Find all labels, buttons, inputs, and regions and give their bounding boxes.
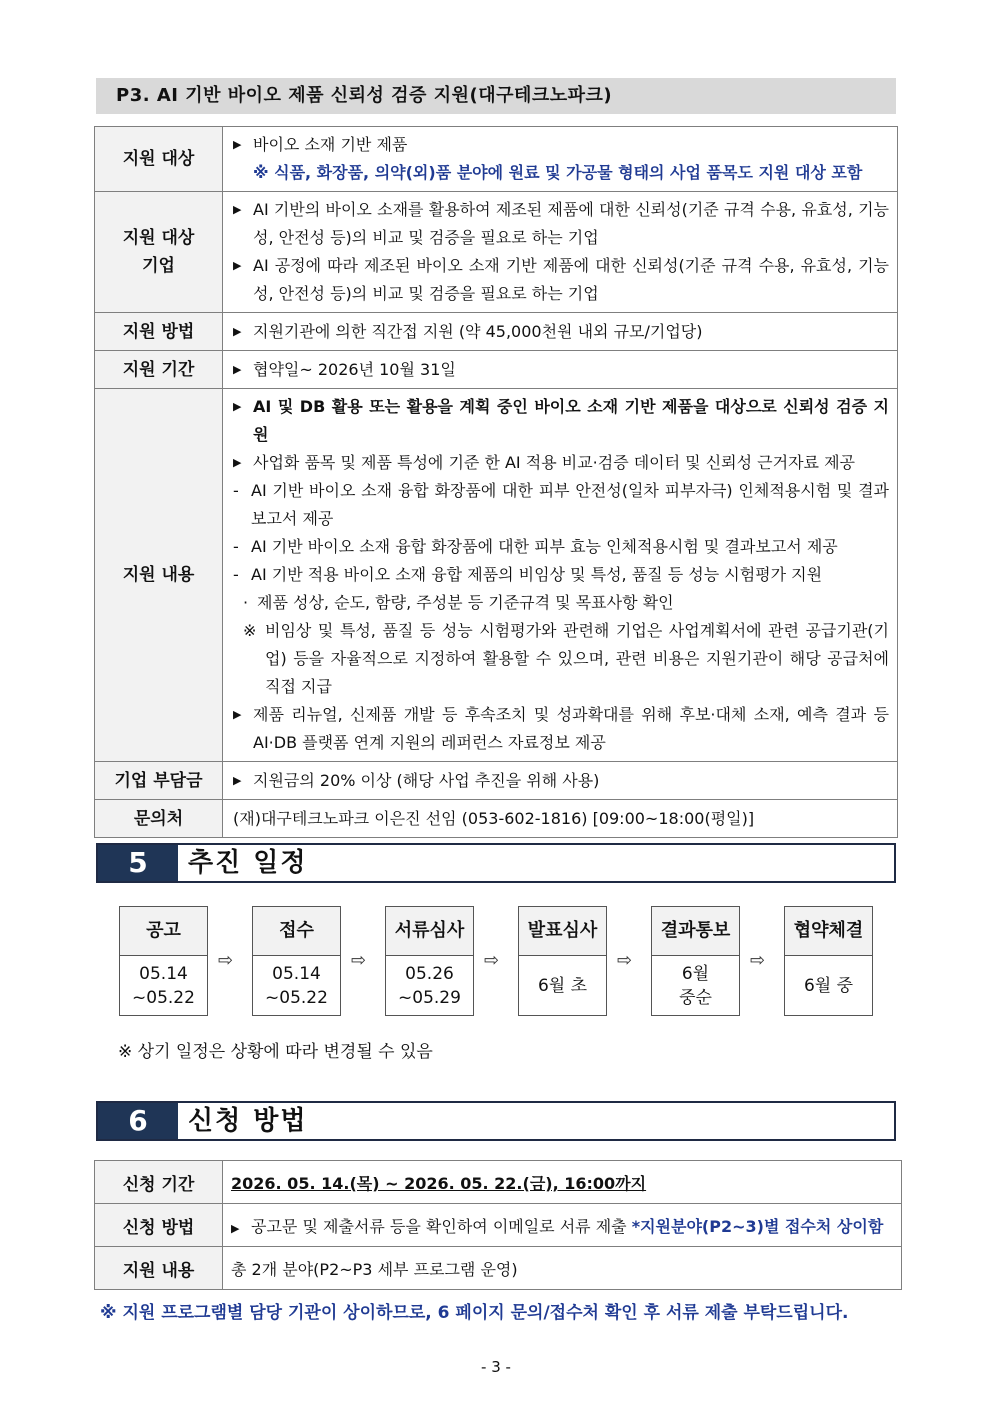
arrow-right-icon: ⇨ xyxy=(218,950,234,971)
row-content xyxy=(223,389,898,762)
row-label-line: 지원 대상 xyxy=(122,228,195,248)
p3-info-table xyxy=(94,126,898,838)
bullet-icon: ▶ xyxy=(233,324,242,338)
row-content: (재)대구테크노파크 이은진 선임 (053-602-1816) [09:00~18:00(평일)] xyxy=(223,800,898,838)
step-name: 접수 xyxy=(253,907,340,956)
arrow-right-icon: ⇨ xyxy=(484,950,500,971)
step-date: 6월 중 xyxy=(803,976,854,996)
step-name: 협약체결 xyxy=(785,907,872,956)
table-row xyxy=(95,1161,902,1204)
table-row xyxy=(95,1204,902,1247)
dot-marker: · xyxy=(243,593,249,612)
row-label-line: 기업 xyxy=(142,256,175,276)
application-table xyxy=(94,1160,902,1290)
row-content xyxy=(223,1161,902,1204)
section-title: 추진 일정 xyxy=(188,848,308,878)
step-date: 05.14 ~05.22 xyxy=(132,964,195,1008)
list-item: AI 기반 바이오 소재 융합 화장품에 대한 피부 효능 인체적용시험 및 결과보고서 제공 xyxy=(251,537,838,556)
list-item: AI 및 DB 활용 또는 활용을 계획 중인 바이오 소재 기반 제품을 대상으로 신뢰성 검증 지원 xyxy=(253,397,889,444)
step-date: 05.14 ~05.22 xyxy=(265,964,328,1008)
step-name: 발표심사 xyxy=(519,907,606,956)
list-item: AI 기반의 바이오 소재를 활용하여 제조된 제품에 대한 신뢰성(기준 규격 수용, 유효성, 기능성, 안전성 등)의 비교 및 검증을 필요로 하는 기업 xyxy=(253,200,889,247)
schedule-step xyxy=(252,906,341,1016)
row-label: 지원 대상 xyxy=(95,127,223,192)
reference-marker: ※ xyxy=(243,621,257,640)
row-label: 지원 기간 xyxy=(95,351,223,389)
list-item: 지원기관에 의한 직간접 지원 (약 45,000천원 내외 규모/기업당) xyxy=(253,321,703,341)
list-item: AI 공정에 따라 제조된 바이오 소재 기반 제품에 대한 신뢰성(기준 규격 수용, 유효성, 기능성, 안전성 등)의 비교 및 검증을 필요로 하는 기업 xyxy=(253,256,889,303)
final-note: ※ 지원 프로그램별 담당 기관이 상이하므로, 6 페이지 문의/접수처 확인 후 서류 제출 부탁드립니다. xyxy=(100,1303,849,1323)
schedule-step xyxy=(784,906,873,1016)
page-number: - 3 - xyxy=(481,1358,511,1376)
row-label: 신청 기간 xyxy=(95,1161,223,1204)
list-item: 제품 성상, 순도, 함량, 주성분 등 기준규격 및 목표사항 확인 xyxy=(257,593,674,612)
table-row xyxy=(95,127,898,192)
list-item: AI 기반 바이오 소재 융합 화장품에 대한 피부 안전성(일차 피부자극) 인체적용시험 및 결과보고서 제공 xyxy=(251,481,889,528)
step-name: 결과통보 xyxy=(652,907,739,956)
row-content xyxy=(223,762,898,800)
bullet-icon: ▶ xyxy=(233,203,242,216)
bullet-icon: ▶ xyxy=(233,259,242,272)
application-period: 2026. 05. 14.(목) ~ 2026. 05. 22.(금), 16:00까지 xyxy=(231,1173,647,1193)
list-item: 협약일~ 2026년 10월 31일 xyxy=(253,359,456,379)
row-label: 기업 부담금 xyxy=(95,762,223,800)
row-label xyxy=(95,192,223,313)
section-header-schedule xyxy=(96,843,896,883)
schedule-note: ※ 상기 일정은 상황에 따라 변경될 수 있음 xyxy=(118,1042,433,1062)
method-highlight: *지원분야(P2~3)별 접수처 상이함 xyxy=(631,1216,884,1236)
row-content xyxy=(223,127,898,192)
table-row xyxy=(95,192,898,313)
table-row xyxy=(95,800,898,838)
step-date: 05.26 ~05.29 xyxy=(398,964,461,1008)
row-label: 지원 내용 xyxy=(95,389,223,762)
arrow-right-icon: ⇨ xyxy=(750,950,766,971)
table-row xyxy=(95,351,898,389)
dash-marker: - xyxy=(233,481,239,500)
section-number: 5 xyxy=(98,845,178,881)
schedule-step xyxy=(518,906,607,1016)
step-name: 서류심사 xyxy=(386,907,473,956)
step-date: 6월 중순 xyxy=(679,964,712,1008)
arrow-right-icon: ⇨ xyxy=(351,950,367,971)
schedule-step xyxy=(651,906,740,1016)
list-item: 바이오 소재 기반 제품 xyxy=(253,135,408,154)
row-label: 신청 방법 xyxy=(95,1204,223,1247)
schedule-step xyxy=(119,906,208,1016)
bullet-icon: ▶ xyxy=(231,1221,240,1235)
method-text: 공고문 및 제출서류 등을 확인하여 이메일로 서류 제출 xyxy=(251,1216,632,1236)
list-item: 사업화 품목 및 제품 특성에 기준 한 AI 적용 비교·검증 데이터 및 신뢰성 근거자료 제공 xyxy=(253,453,856,472)
table-row xyxy=(95,389,898,762)
bullet-icon: ▶ xyxy=(233,400,242,413)
target-note: ※ 식품, 화장품, 의약(외)품 분야에 원료 및 가공물 형태의 사업 품목도 지원 대상 포함 xyxy=(253,163,863,182)
row-content xyxy=(223,351,898,389)
section-header-application xyxy=(96,1101,896,1141)
list-item: 비임상 및 특성, 품질 등 성능 시험평가와 관련해 기업은 사업계획서에 관련 공급기관(기업) 등을 자율적으로 지정하여 활용할 수 있으며, 관련 비용은 지원기관이 해당 공급처에 직접 지급 xyxy=(265,621,889,696)
section-number: 6 xyxy=(98,1103,178,1139)
arrow-right-icon: ⇨ xyxy=(617,950,633,971)
row-label: 지원 방법 xyxy=(95,313,223,351)
section-title: 신청 방법 xyxy=(188,1106,308,1136)
table-row xyxy=(95,313,898,351)
row-label: 문의처 xyxy=(95,800,223,838)
p3-title: P3. AI 기반 바이오 제품 신뢰성 검증 지원(대구테크노파크) xyxy=(96,78,896,114)
bullet-icon: ▶ xyxy=(233,362,242,376)
bullet-icon: ▶ xyxy=(233,773,242,787)
bullet-icon: ▶ xyxy=(233,138,242,151)
dash-marker: - xyxy=(233,565,239,584)
row-content: 총 2개 분야(P2~P3 세부 프로그램 운영) xyxy=(223,1247,902,1290)
step-date: 6월 초 xyxy=(537,976,588,996)
list-item: 지원금의 20% 이상 (해당 사업 추진을 위해 사용) xyxy=(253,770,600,790)
schedule-step xyxy=(385,906,474,1016)
list-item: 제품 리뉴얼, 신제품 개발 등 후속조치 및 성과확대를 위해 후보·대체 소재, 예측 결과 등 AI·DB 플랫폼 연계 지원의 레퍼런스 자료정보 제공 xyxy=(253,705,889,752)
row-content xyxy=(223,192,898,313)
row-content xyxy=(223,1204,902,1247)
dash-marker: - xyxy=(233,537,239,556)
table-row xyxy=(95,1247,902,1290)
step-name: 공고 xyxy=(120,907,207,956)
bullet-icon: ▶ xyxy=(233,456,242,469)
row-content xyxy=(223,313,898,351)
row-label: 지원 내용 xyxy=(95,1247,223,1290)
bullet-icon: ▶ xyxy=(233,708,242,721)
table-row xyxy=(95,762,898,800)
list-item: AI 기반 적용 바이오 소재 융합 제품의 비임상 및 특성, 품질 등 성능 시험평가 지원 xyxy=(251,565,823,584)
